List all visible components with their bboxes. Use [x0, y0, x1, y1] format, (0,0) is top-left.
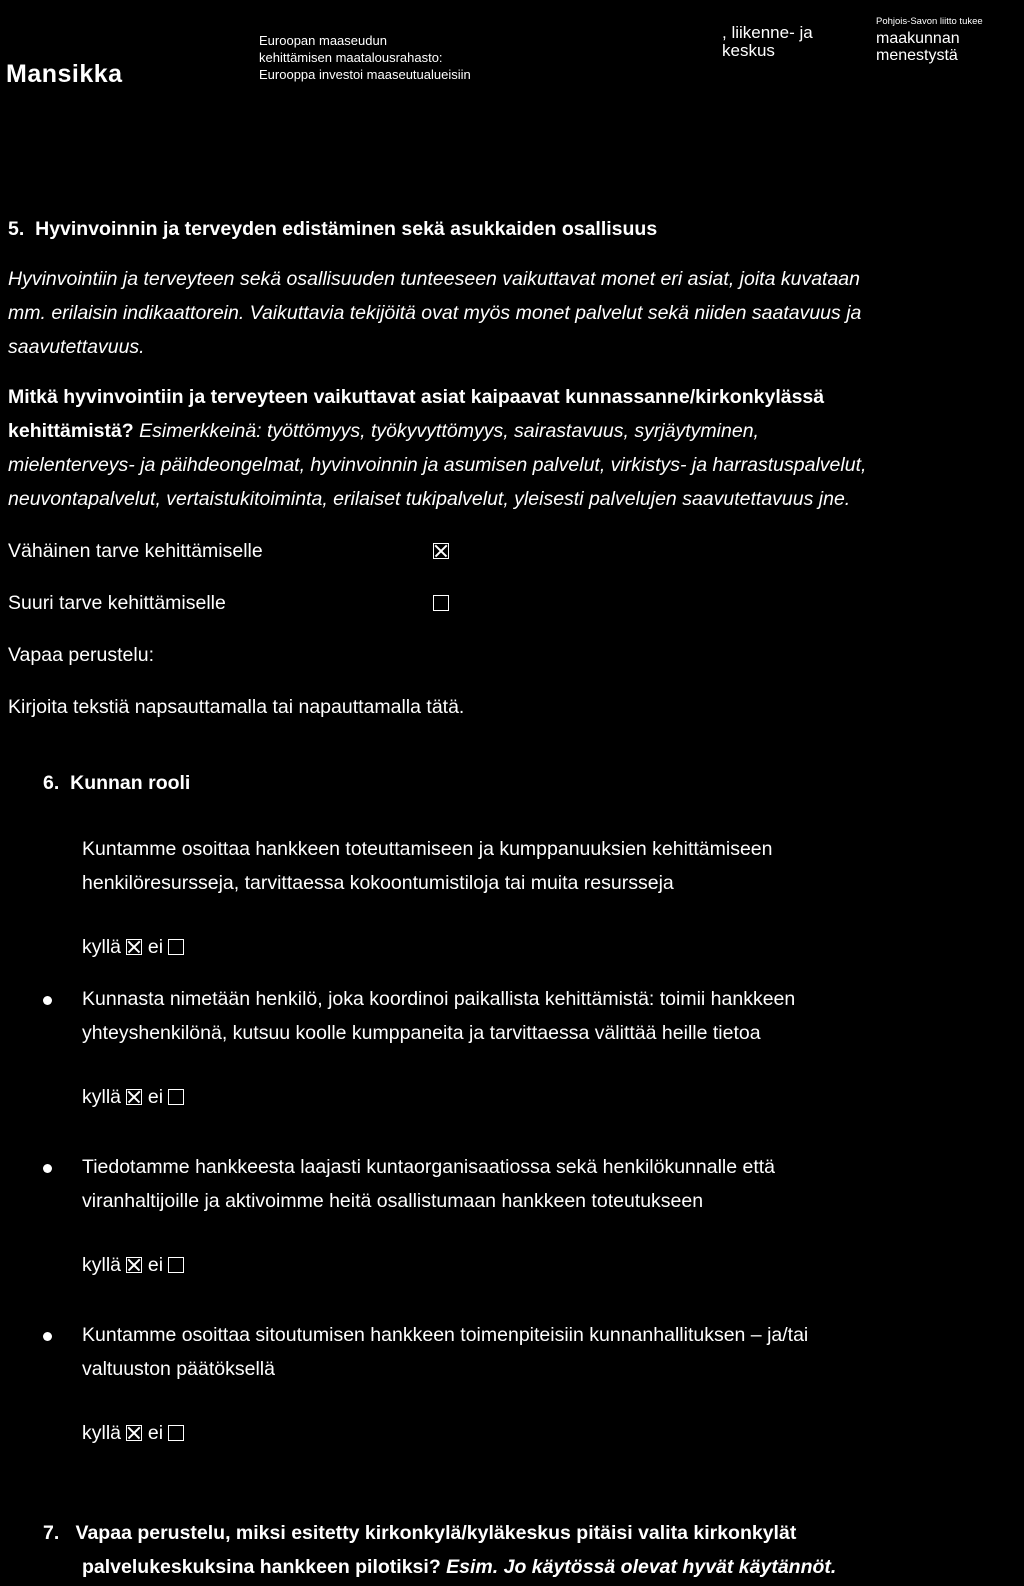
yes-label: kyllä [82, 1254, 122, 1276]
role-item-line: henkilöresursseja, tarvittaessa kokoontumistiloja tai muita resursseja [82, 872, 674, 894]
section-number: 5. [8, 218, 25, 240]
checkbox-no-unchecked[interactable] [168, 1089, 184, 1105]
checkbox-yes-checked[interactable] [126, 1425, 142, 1441]
yes-label: kyllä [82, 1422, 122, 1444]
role-item-line: yhteyshenkilönä, kutsuu koolle kumppaneita ja tarvittaessa välittää heille tietoa [82, 1022, 761, 1044]
bullet [43, 1332, 52, 1341]
question-line: mielenterveys- ja päihdeongelmat, hyvinvoinnin ja asumisen palvelut, virkistys- ja harrastuspalvelut, [8, 454, 867, 476]
brand-logo-text: Mansikka [6, 60, 123, 88]
eu-fund-text [259, 32, 471, 83]
section-title: Kunnan rooli [70, 772, 191, 794]
region-line: maakunnan [876, 30, 960, 47]
option-small-need[interactable] [8, 534, 1018, 568]
eu-line: Eurooppa investoi maaseutualueisiin [259, 67, 471, 82]
regional-council-name: Pohjois-Savon liitto tukee [876, 16, 983, 27]
yes-label: kyllä [82, 1086, 122, 1108]
free-reason-input[interactable]: Kirjoita tekstiä napsauttamalla tai napauttamalla tätä. [8, 696, 465, 718]
role-item-line: valtuuston päätöksellä [82, 1358, 275, 1380]
section-5-question [8, 380, 1018, 516]
eu-line: kehittämisen maatalousrahasto: [259, 50, 443, 65]
option-large-need[interactable] [8, 586, 1018, 620]
section-number: 7. [43, 1522, 60, 1544]
role-item-line: Tiedotamme hankkeesta laajasti kuntaorganisaatiossa sekä henkilökunnalle että [82, 1156, 776, 1178]
question-line [8, 414, 1018, 448]
role-item-line: viranhaltijoille ja aktivoimme heitä osallistumaan hankkeen toteutukseen [82, 1190, 704, 1212]
role-item-answer [82, 1248, 184, 1282]
yes-label: kyllä [82, 936, 122, 958]
ely-centre-text [722, 24, 813, 60]
role-item-answer [82, 1416, 184, 1450]
free-reason-label: Vapaa perustelu: [8, 644, 154, 666]
no-label: ei [147, 1254, 164, 1276]
checkbox-unchecked[interactable] [433, 595, 449, 611]
bullet [43, 996, 52, 1005]
section-7-line [43, 1516, 1018, 1550]
ely-line: , liikenne- ja [722, 23, 813, 42]
section-7-heading [43, 1516, 1018, 1584]
role-item [82, 982, 795, 1050]
checkbox-checked[interactable] [433, 543, 449, 559]
role-item-answer [82, 930, 184, 964]
option-label: Vähäinen tarve kehittämiselle [8, 540, 263, 562]
section-number: 6. [43, 772, 60, 794]
section-title: Vapaa perustelu, miksi esitetty kirkonkylä/kyläkeskus pitäisi valita kirkonkylät [75, 1522, 797, 1544]
intro-line: mm. erilaisin indikaattorein. Vaikuttavia tekijöitä ovat myös monet palvelut sekä niiden saatavuus ja [8, 302, 862, 324]
checkbox-yes-checked[interactable] [126, 1257, 142, 1273]
role-item [82, 1318, 808, 1386]
role-item-line: Kunnasta nimetään henkilö, joka koordinoi paikallista kehittämistä: toimii hankkeen [82, 988, 796, 1010]
checkbox-yes-checked[interactable] [126, 1089, 142, 1105]
question-examples: Esimerkkeinä: työttömyys, työkyvyttömyys, sairastavuus, syrjäytyminen, [133, 420, 759, 442]
intro-line: Hyvinvointiin ja terveyteen sekä osallisuuden tunteeseen vaikuttavat monet eri asiat, joita kuvataan [8, 268, 860, 290]
section-6-heading [43, 766, 190, 800]
section-5-heading [8, 212, 1018, 246]
question-line: neuvontapalvelut, vertaistukitoiminta, erilaiset tukipalvelut, yleisesti palvelujen saavutettavuus jne. [8, 488, 851, 510]
section-5 [8, 212, 1018, 724]
section-title: Hyvinvoinnin ja terveyden edistäminen sekä asukkaiden osallisuus [35, 218, 658, 240]
checkbox-no-unchecked[interactable] [168, 1257, 184, 1273]
role-item-line: Kuntamme osoittaa sitoutumisen hankkeen toimenpiteisiin kunnanhallituksen – ja/tai [82, 1324, 809, 1346]
role-item-answer [82, 1080, 184, 1114]
section-title-cont: palvelukeskuksina hankkeen pilotiksi? [82, 1556, 441, 1578]
ely-line: keskus [722, 41, 775, 60]
checkbox-no-unchecked[interactable] [168, 939, 184, 955]
section-7-line [43, 1550, 1018, 1584]
region-line: menestystä [876, 47, 958, 64]
section-title-example: Esim. Jo käytössä olevat hyvät käytännöt. [440, 1556, 837, 1578]
option-label: Suuri tarve kehittämiselle [8, 592, 226, 614]
no-label: ei [147, 936, 164, 958]
question-line: Mitkä hyvinvointiin ja terveyteen vaikuttavat asiat kaipaavat kunnassanne/kirkonkylässä [8, 386, 825, 408]
role-item-line: Kuntamme osoittaa hankkeen toteuttamiseen ja kumppanuuksien kehittämiseen [82, 838, 773, 860]
intro-line: saavutettavuus. [8, 336, 145, 358]
no-label: ei [147, 1422, 164, 1444]
checkbox-yes-checked[interactable] [126, 939, 142, 955]
role-item [82, 832, 773, 900]
eu-line: Euroopan maaseudun [259, 33, 387, 48]
checkbox-no-unchecked[interactable] [168, 1425, 184, 1441]
regional-council-logo [876, 16, 983, 64]
section-5-intro [8, 262, 1018, 364]
no-label: ei [147, 1086, 164, 1108]
role-item [82, 1150, 775, 1218]
question-bold: kehittämistä? [8, 420, 134, 442]
bullet [43, 1164, 52, 1173]
